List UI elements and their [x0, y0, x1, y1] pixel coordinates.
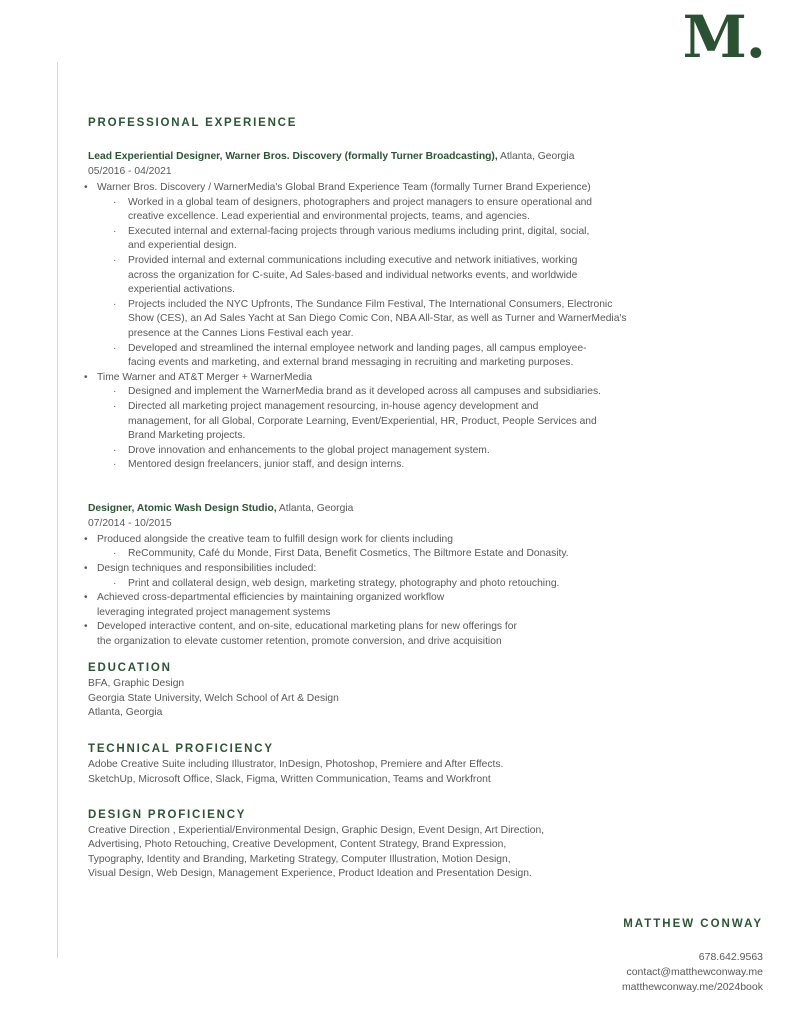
- text-line: Brand Marketing projects.: [128, 430, 246, 442]
- text-line: facing events and marketing, and external brand messaging in recruiting and marketing purposes.: [128, 357, 574, 369]
- text-line: leveraging integrated project management systems: [97, 606, 331, 618]
- footer: [622, 917, 763, 994]
- design-proficiency-lines: [88, 824, 648, 882]
- text-line: Worked in a global team of designers, photographers and project managers to ensure operational and: [128, 196, 593, 208]
- job-dates: 07/2014 - 10/2015: [88, 517, 172, 529]
- bullet-item: [113, 342, 688, 371]
- bullet-item: [113, 298, 688, 342]
- text-line: Georgia State University, Welch School of Art & Design: [88, 692, 339, 704]
- bullet-text: [97, 371, 312, 386]
- text-line: Design techniques and responsibilities included:: [97, 563, 317, 575]
- bullet-text: [97, 181, 591, 196]
- bullet-marker-icon: ·: [113, 342, 117, 354]
- bullet-text: [97, 533, 453, 548]
- bullet-item: [84, 181, 688, 196]
- section-design-proficiency: [88, 808, 648, 882]
- job-header: [88, 501, 688, 516]
- bullet-marker-icon: ·: [113, 298, 117, 310]
- contact-website: matthewconway.me/2024book: [621, 980, 763, 993]
- bullet-item: [84, 371, 688, 386]
- section-professional-experience: [84, 116, 688, 650]
- text-line: Developed and streamlined the internal employee network and landing pages, all campus employee-: [128, 342, 587, 354]
- job-bullet-list: [84, 533, 688, 650]
- monogram-logo: M.: [682, 3, 765, 71]
- education-lines: [88, 677, 648, 721]
- job-dates: 05/2016 - 04/2021: [88, 166, 172, 177]
- text-line: Show (CES), an Ad Sales Yacht at San Diego Comic Con, NBA All-Star, as well as Turner and WarnerMedia's: [128, 313, 627, 325]
- section-education: [88, 661, 648, 721]
- bullet-item: [84, 533, 688, 548]
- bullet-marker-icon: ·: [113, 459, 117, 471]
- job-bullet-list: [84, 181, 688, 473]
- text-line: experiential activations.: [128, 284, 236, 296]
- text-line: creative excellence. Lead experiential and environmental projects, teams, and agencies.: [128, 211, 530, 223]
- text-line: Achieved cross-departmental efficiencies by maintaining organized workflow: [97, 592, 445, 604]
- bullet-text: [128, 400, 597, 444]
- text-line: Mentored design freelancers, junior staff, and design interns.: [128, 459, 405, 471]
- experience-heading: PROFESSIONAL EXPERIENCE: [88, 117, 298, 129]
- bullet-item: [113, 225, 688, 254]
- text-line: SketchUp, Microsoft Office, Slack, Figma, Written Communication, Teams and Workfront: [88, 774, 491, 785]
- job-warner-bros-discovery: [84, 149, 688, 473]
- bullet-marker-icon: ·: [113, 577, 117, 589]
- bullet-text: [97, 591, 444, 620]
- bullet-text: [128, 385, 601, 400]
- bullet-marker-icon: •: [84, 182, 88, 193]
- design-proficiency-heading: DESIGN PROFICIENCY: [88, 809, 247, 821]
- bullet-item: [113, 385, 688, 400]
- bullet-text: [128, 298, 627, 342]
- contact-phone: 678.642.9563: [698, 951, 763, 963]
- text-line: Time Warner and AT&T Merger + WarnerMedia: [97, 371, 313, 383]
- text-line: ReCommunity, Café du Monde, First Data, Benefit Cosmetics, The Biltmore Estate and Donasity.: [128, 548, 569, 560]
- bullet-marker-icon: •: [84, 563, 88, 575]
- bullet-item: [113, 196, 688, 225]
- section-technical-proficiency: [88, 742, 648, 787]
- text-line: Visual Design, Web Design, Management Experience, Product Ideation and Presentation Design.: [88, 868, 532, 880]
- text-line: Warner Bros. Discovery / WarnerMedia's Global Brand Experience Team (formally Turner Brand Experience): [97, 182, 591, 193]
- job-title: Designer, Atomic Wash Design Studio,: [88, 502, 277, 514]
- education-heading: EDUCATION: [88, 662, 172, 674]
- bullet-item: [113, 254, 688, 298]
- footer-name: MATTHEW CONWAY: [623, 918, 763, 930]
- bullet-item: [113, 577, 688, 592]
- bullet-marker-icon: ·: [113, 400, 117, 412]
- bullet-marker-icon: •: [84, 621, 88, 633]
- bullet-item: [84, 562, 688, 577]
- text-line: Advertising, Photo Retouching, Creative Development, Content Strategy, Brand Expression,: [88, 839, 507, 851]
- text-line: Typography, Identity and Branding, Marketing Strategy, Computer Illustration, Motion Design,: [88, 853, 511, 865]
- text-line: the organization to elevate customer retention, promote conversion, and drive acquisition: [97, 636, 502, 648]
- text-line: Designed and implement the WarnerMedia brand as it developed across all campuses and subsidiaries.: [128, 386, 601, 398]
- bullet-marker-icon: ·: [113, 254, 117, 266]
- technical-proficiency-heading: TECHNICAL PROFICIENCY: [88, 743, 274, 755]
- job-title: Lead Experiential Designer, Warner Bros. Discovery (formally Turner Broadcasting),: [88, 151, 498, 162]
- text-line: Drove innovation and enhancements to the global project management system.: [128, 444, 490, 456]
- text-line: Projects included the NYC Upfronts, The Sundance Film Festival, The International Consumers, Electronic: [128, 298, 613, 310]
- bullet-text: [128, 577, 559, 592]
- bullet-text: [128, 225, 589, 254]
- job-location: Atlanta, Georgia: [276, 502, 354, 514]
- bullet-text: [128, 547, 569, 562]
- bullet-marker-icon: ·: [113, 444, 117, 456]
- bullet-marker-icon: ·: [113, 196, 117, 208]
- text-line: and experiential design.: [128, 240, 237, 252]
- text-line: Provided internal and external communications including executive and network initiatives, working: [128, 254, 578, 266]
- bullet-text: [128, 254, 577, 298]
- bullet-item: [84, 620, 688, 649]
- left-rule-line: [57, 62, 58, 958]
- bullet-text: [97, 620, 517, 649]
- text-line: presence at the Cannes Lions Festival each year.: [128, 327, 354, 339]
- contact-block: [622, 950, 763, 994]
- bullet-item: [113, 444, 688, 459]
- job-location: Atlanta, Georgia: [497, 151, 575, 162]
- bullet-text: [128, 458, 404, 473]
- text-line: across the organization for C-suite, Ad Sales-based and individual networks events, and worldwide: [128, 269, 578, 281]
- bullet-text: [128, 444, 490, 459]
- text-line: Print and collateral design, web design, marketing strategy, photography and photo retouching.: [128, 577, 560, 589]
- bullet-marker-icon: ·: [113, 225, 117, 237]
- bullet-marker-icon: •: [84, 371, 88, 383]
- job-header: [88, 149, 688, 164]
- text-line: Atlanta, Georgia: [88, 707, 163, 718]
- bullet-marker-icon: ·: [113, 548, 117, 560]
- bullet-item: [113, 400, 688, 444]
- contact-email: contact@matthewconway.me: [626, 965, 763, 978]
- text-line: management, for all Global, Corporate Learning, Event/Experiential, HR, Product, People Services and: [128, 415, 597, 427]
- bullet-marker-icon: •: [84, 592, 88, 604]
- bullet-text: [128, 196, 592, 225]
- text-line: Developed interactive content, and on-site, educational marketing plans for new offerings for: [97, 621, 517, 633]
- text-line: Executed internal and external-facing projects through various mediums including print, digital, social,: [128, 225, 590, 237]
- bullet-marker-icon: •: [84, 533, 88, 545]
- text-line: BFA, Graphic Design: [88, 678, 185, 689]
- technical-proficiency-lines: [88, 757, 648, 787]
- text-line: Produced alongside the creative team to fulfill design work for clients including: [97, 533, 454, 545]
- bullet-marker-icon: ·: [113, 386, 117, 398]
- text-line: Adobe Creative Suite including Illustrator, InDesign, Photoshop, Premiere and After Effects.: [88, 759, 504, 770]
- bullet-text: [128, 342, 587, 371]
- text-line: Directed all marketing project management resourcing, in-house agency development and: [128, 400, 539, 412]
- bullet-item: [113, 458, 688, 473]
- bullet-item: [84, 591, 688, 620]
- job-atomic-wash: [84, 501, 688, 650]
- bullet-text: [97, 562, 316, 577]
- text-line: Creative Direction , Experiential/Environmental Design, Graphic Design, Event Design, Art Direction,: [88, 825, 545, 836]
- bullet-item: [113, 547, 688, 562]
